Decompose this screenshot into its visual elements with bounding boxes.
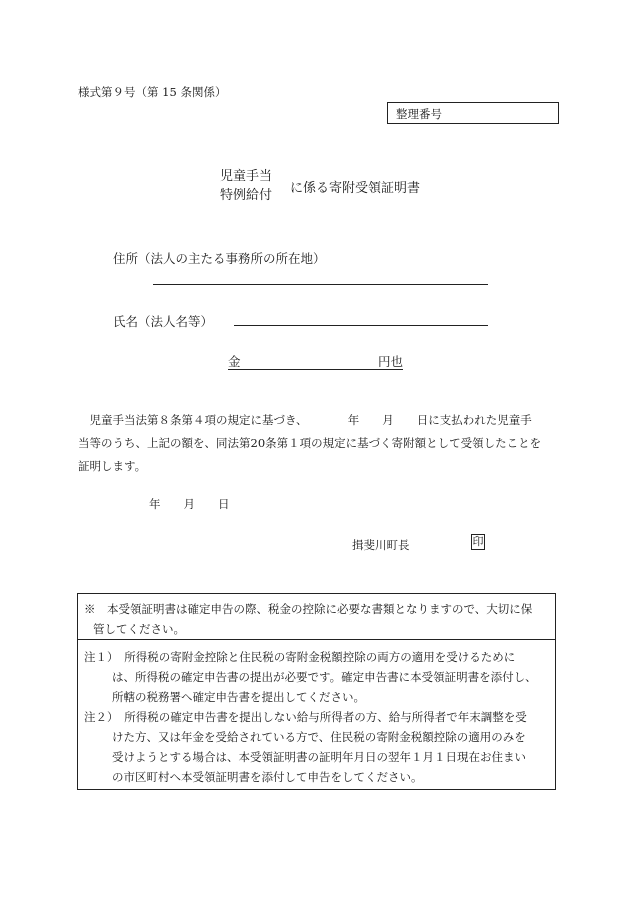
amount-prefix: 金 <box>228 354 241 369</box>
amount-suffix: 円也 <box>377 354 403 369</box>
address-field-line[interactable] <box>153 284 488 285</box>
note-1-line: は、所得税の確定申告書の提出が必要です。確定申告書に本受領証明書を添付し、 <box>112 670 537 684</box>
statement-line: 児童手当法第８条第４項の規定に基づき、 年 月 日に支払われた児童手 <box>78 413 532 427</box>
notes-divider <box>78 639 555 640</box>
note-1-line: 注１） 所得税の寄附金控除と住民税の寄附金税額控除の両方の適用を受けるために <box>84 650 516 664</box>
reference-number-box[interactable] <box>387 102 559 124</box>
notice-line: ※ 本受領証明書は確定申告の際、税金の控除に必要な書類となりますので、大切に保 <box>84 602 533 616</box>
amount-field[interactable] <box>228 352 403 370</box>
mayor-title: 揖斐川町長 <box>352 538 410 552</box>
note-1-line: 所轄の税務署へ確定申告書を提出してください。 <box>112 690 365 704</box>
document-title: に係る寄附受領証明書 <box>290 181 421 196</box>
note-2-line: けた方、又は年金を受給されている方で、住民税の寄附金税額控除の適用のみを <box>112 730 526 744</box>
seal-mark: 印 <box>472 535 484 548</box>
name-field-line[interactable] <box>234 325 488 326</box>
statement-line: 当等のうち、上記の額を、同法第20条第１項の規定に基づく寄附額として受領したことを <box>78 436 542 450</box>
note-2-line: の市区町村へ本受領証明書を添付して申告をしてください。 <box>112 770 423 784</box>
address-label: 住所（法人の主たる事務所の所在地） <box>113 251 326 266</box>
name-label: 氏名（法人名等） <box>113 314 214 329</box>
note-2-line: 受けようとする場合は、本受領証明書の証明年月日の翌年１月１日現在お住まい <box>112 750 526 764</box>
notice-line: 管してください。 <box>93 622 185 636</box>
notes-box <box>77 593 556 790</box>
certification-date: 年 月 日 <box>149 497 230 511</box>
statement-line: 証明します。 <box>78 459 147 473</box>
title-option-special-benefit: 特例給付 <box>220 188 273 203</box>
reference-number-label: 整理番号 <box>396 107 442 121</box>
form-number: 様式第９号（第 15 条関係） <box>78 85 227 99</box>
title-option-child-allowance: 児童手当 <box>220 169 273 184</box>
certification-statement <box>78 409 556 478</box>
note-2-line: 注２） 所得税の確定申告書を提出しない給与所得者の方、給与所得者で年末調整を受 <box>84 710 527 724</box>
